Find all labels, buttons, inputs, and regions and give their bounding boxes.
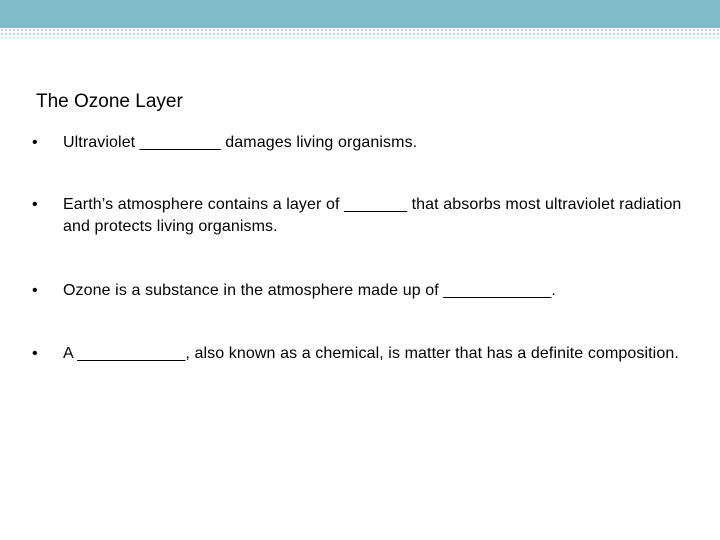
bullet-text: Earth’s atmosphere contains a layer of _______ that absorbs most ultraviolet radiation and protects living organisms. <box>63 196 682 235</box>
bullet-text: Ultraviolet _________ damages living organisms. <box>63 134 418 151</box>
bullet-icon: • <box>32 134 38 151</box>
list-item <box>32 343 682 365</box>
bullet-text: A ____________, also known as a chemical, is matter that has a definite composition. <box>63 345 679 362</box>
header-bar <box>0 0 720 28</box>
slide-title: The Ozone Layer <box>36 91 183 112</box>
header-dot-pattern <box>0 28 720 38</box>
bullet-icon: • <box>32 196 38 213</box>
bullet-text: Ozone is a substance in the atmosphere made up of ____________. <box>63 282 556 299</box>
list-item <box>32 194 682 238</box>
list-item <box>32 132 682 154</box>
bullet-icon: • <box>32 282 38 299</box>
list-item <box>32 280 682 302</box>
bullet-icon: • <box>32 345 38 362</box>
